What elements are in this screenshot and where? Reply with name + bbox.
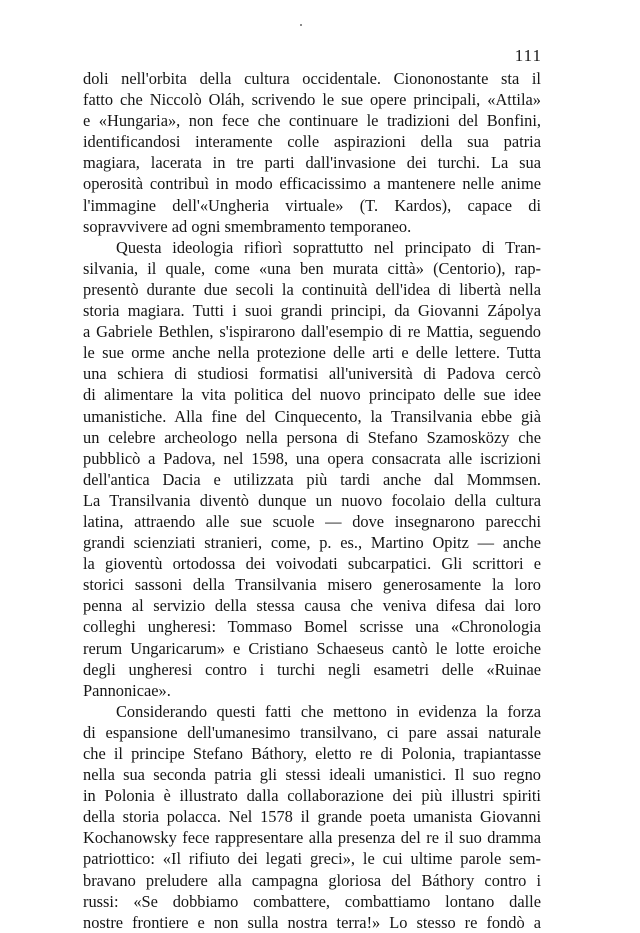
text-line: nostre frontiere e non sulla nostra terra!» Lo stesso re fondò a: [83, 912, 541, 932]
text-line: sopravvivere ad ogni smembramento temporaneo.: [83, 216, 412, 236]
text-line: di alimentare la vita politica del nuovo principato delle sue idee: [83, 385, 541, 405]
text-line: che il principe Stefano Báthory, eletto re di Polonia, trapiantasse: [83, 744, 541, 763]
text-line: Questa ideologia rifiorì soprattutto nel principato di Tran-: [116, 237, 541, 257]
text-line: storia magiara. Tutti i suoi grandi principi, da Giovanni Zápolya: [83, 301, 541, 321]
text-line: Kochanowsky fece rappresentare alla presenza del re il suo dramma: [83, 828, 541, 848]
text-line: silvania, il quale, come «una ben murata città» (Centorio), rap-: [83, 258, 541, 278]
text-line: bravano preludere alla campagna gloriosa del Báthory contro i: [83, 870, 541, 890]
text-line: latina, attraendo alle sue scuole — dove insegnarono parecchi: [83, 511, 541, 531]
text-line: nella sua seconda patria gli stessi ideali umanistici. Il suo regno: [83, 765, 541, 785]
paragraph-1: [83, 68, 541, 237]
text-line: umanistiche. Alla fine del Cinquecento, la Transilvania ebbe già: [83, 406, 541, 426]
text-line: magiara, lacerata in tre parti dall'invasione dei turchi. La sua: [83, 153, 541, 173]
text-line: russi: «Se dobbiamo combattere, combattiamo lontano dalle: [83, 891, 541, 911]
text-line: una schiera di studiosi formatisi all'università di Padova cercò: [83, 364, 541, 384]
paragraph-3: [83, 701, 541, 933]
text-line: dell'antica Dacia e utilizzata più tardi anche dal Mommsen.: [83, 469, 541, 489]
print-speck: [300, 24, 302, 26]
text-line: degli ungheresi contro i turchi negli esametri delle «Ruinae: [83, 659, 541, 679]
text-line: fatto che Niccolò Oláh, scrivendo le sue opere principali, «Attila»: [83, 90, 541, 110]
page-number: 111: [514, 46, 542, 65]
text-line: l'immagine dell'«Ungheria virtuale» (T. Kardos), capace di: [83, 195, 541, 215]
text-line: e «Hungaria», non fece che continuare le tradizioni del Bonfini,: [83, 111, 541, 131]
text-line: di espansione dell'umanesimo transilvano, ci pare assai naturale: [83, 722, 541, 742]
text-line: penna al servizio della stessa causa che veniva difesa dai loro: [83, 596, 541, 616]
text-line: Pannonicae».: [83, 680, 171, 700]
text-line: un celebre archeologo nella persona di Stefano Szamosközy che: [83, 427, 541, 447]
body-text: [83, 68, 541, 933]
text-line: presentò durante due secoli la continuità dell'idea di libertà nella: [83, 279, 541, 299]
text-line: le sue orme anche nella protezione delle arti e delle lettere. Tutta: [83, 343, 541, 363]
text-line: patriottico: «Il rifiuto dei legati greci», le cui ultime parole sem-: [83, 849, 541, 869]
text-line: pubblicò a Padova, nel 1598, una opera consacrata alle iscrizioni: [83, 448, 541, 468]
text-line: doli nell'orbita della cultura occidentale. Ciononostante sta il: [83, 69, 541, 88]
text-line: La Transilvania diventò dunque un nuovo focolaio della cultura: [83, 490, 541, 510]
text-line: rerum Ungaricarum» e Cristiano Schaeseus cantò le lotte eroiche: [83, 638, 541, 658]
text-line: grandi scienziati stranieri, come, p. es., Martino Opitz — anche: [83, 533, 541, 553]
text-line: identificandosi interamente colle aspirazioni della sua patria: [83, 132, 541, 152]
text-line: storici sassoni della Transilvania misero generosamente la loro: [83, 575, 541, 595]
text-line: Considerando questi fatti che mettono in evidenza la forza: [116, 701, 541, 721]
text-line: a Gabriele Bethlen, s'ispirarono dall'esempio di re Mattia, seguendo: [83, 322, 541, 342]
text-line: della storia polacca. Nel 1578 il grande poeta umanista Giovanni: [83, 807, 541, 827]
paragraph-2: [83, 237, 541, 701]
text-line: colleghi ungheresi: Tommaso Bomel scrisse una «Chronologia: [83, 617, 541, 637]
text-line: in Polonia è illustrato dalla collaborazione dei più illustri spiriti: [83, 786, 541, 806]
text-line: operosità contribuì in modo efficacissimo a mantenere nelle anime: [83, 174, 541, 194]
text-line: la gioventù ortodossa dei voivodati subcarpatici. Gli scrittori e: [83, 554, 541, 574]
